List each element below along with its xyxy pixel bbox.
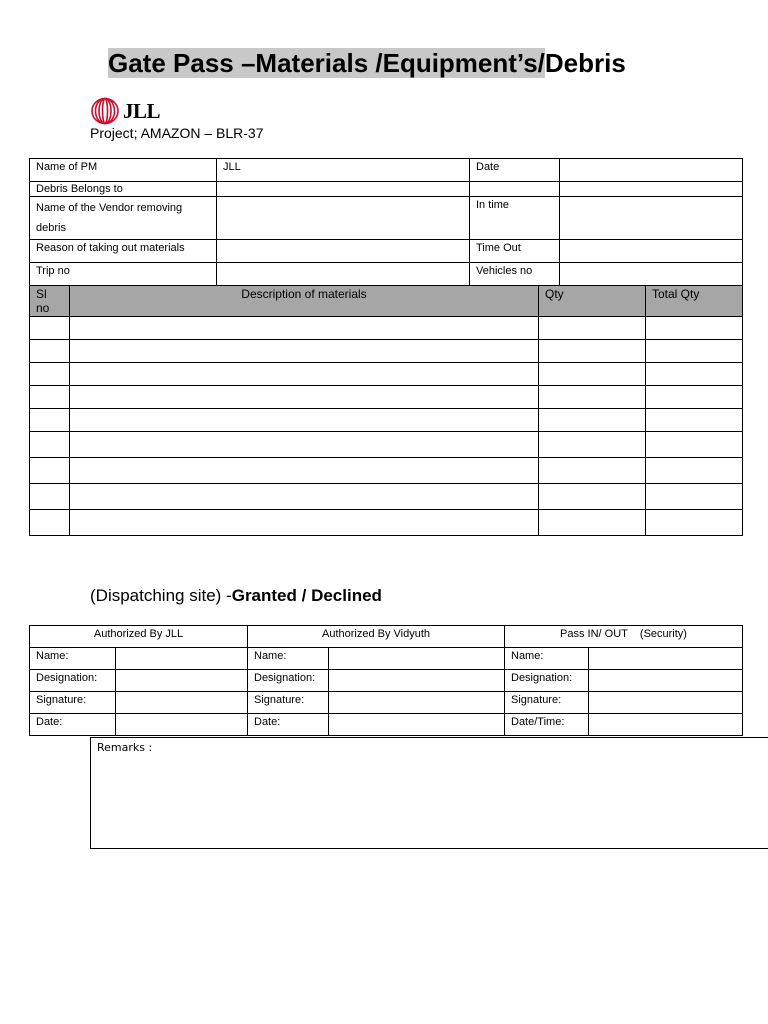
auth-field[interactable] — [329, 692, 505, 714]
total-qty-cell[interactable] — [646, 317, 743, 340]
sl-cell[interactable] — [30, 458, 70, 484]
info-value[interactable] — [560, 263, 743, 286]
description-cell[interactable] — [70, 432, 539, 458]
description-cell[interactable] — [70, 386, 539, 409]
total-qty-cell[interactable] — [646, 386, 743, 409]
project-label: Project; AMAZON – BLR-37 — [90, 125, 264, 141]
table-row — [30, 670, 743, 692]
auth-security-header: Pass IN/ OUT (Security) — [505, 626, 743, 648]
table-row — [30, 432, 743, 458]
description-cell[interactable] — [70, 317, 539, 340]
table-row — [30, 197, 743, 240]
sl-cell[interactable] — [30, 317, 70, 340]
info-label: Time Out — [470, 240, 560, 263]
table-row — [30, 363, 743, 386]
table-row — [30, 340, 743, 363]
info-value[interactable] — [560, 197, 743, 240]
jll-logo — [90, 97, 160, 125]
title-rest: Debris — [544, 48, 626, 78]
dispatch-prefix: (Dispatching site) - — [90, 586, 232, 605]
dispatch-decision: Granted / Declined — [231, 586, 382, 605]
info-label: Reason of taking out materials — [30, 240, 217, 263]
auth-field[interactable] — [116, 692, 248, 714]
sl-cell[interactable] — [30, 409, 70, 432]
info-label — [470, 182, 560, 197]
description-cell[interactable] — [70, 458, 539, 484]
sl-cell[interactable] — [30, 432, 70, 458]
total-qty-cell[interactable] — [646, 510, 743, 536]
auth-label: Designation: — [248, 670, 329, 692]
description-cell[interactable] — [70, 340, 539, 363]
description-cell[interactable] — [70, 510, 539, 536]
info-label: Vehicles no — [470, 263, 560, 286]
auth-field[interactable] — [329, 648, 505, 670]
auth-field[interactable] — [116, 670, 248, 692]
auth-field[interactable] — [329, 714, 505, 736]
auth-label: Name: — [30, 648, 116, 670]
sl-cell[interactable] — [30, 510, 70, 536]
qty-cell[interactable] — [539, 432, 646, 458]
auth-header-row — [30, 626, 743, 648]
total-qty-cell[interactable] — [646, 409, 743, 432]
total-qty-header: Total Qty — [646, 286, 743, 317]
qty-header: Qty — [539, 286, 646, 317]
table-row — [30, 386, 743, 409]
qty-cell[interactable] — [539, 458, 646, 484]
auth-label: Signature: — [248, 692, 329, 714]
table-row — [30, 714, 743, 736]
sl-cell[interactable] — [30, 363, 70, 386]
info-value[interactable] — [217, 240, 470, 263]
total-qty-cell[interactable] — [646, 484, 743, 510]
info-value[interactable] — [560, 240, 743, 263]
description-cell[interactable] — [70, 363, 539, 386]
auth-label: Signature: — [505, 692, 589, 714]
auth-label: Name: — [505, 648, 589, 670]
auth-label: Designation: — [505, 670, 589, 692]
auth-label: Date: — [30, 714, 116, 736]
info-label: Debris Belongs to — [30, 182, 217, 197]
auth-field[interactable] — [589, 648, 743, 670]
table-row — [30, 458, 743, 484]
auth-field[interactable] — [589, 670, 743, 692]
info-value[interactable] — [560, 182, 743, 197]
table-row — [30, 263, 743, 286]
description-header: Description of materials — [70, 286, 539, 317]
total-qty-cell[interactable] — [646, 432, 743, 458]
description-cell[interactable] — [70, 484, 539, 510]
auth-field[interactable] — [589, 692, 743, 714]
auth-label: Name: — [248, 648, 329, 670]
table-row — [30, 240, 743, 263]
remarks-box[interactable] — [90, 737, 768, 849]
table-row — [30, 692, 743, 714]
table-row — [30, 182, 743, 197]
qty-cell[interactable] — [539, 340, 646, 363]
table-row — [30, 409, 743, 432]
qty-cell[interactable] — [539, 363, 646, 386]
description-cell[interactable] — [70, 409, 539, 432]
logo-wordmark: JLL — [123, 99, 161, 123]
dispatch-status — [90, 586, 382, 606]
info-label: Name of the Vendor removing debris — [30, 197, 217, 240]
info-value[interactable] — [217, 197, 470, 240]
title-highlighted: Gate Pass –Materials /Equipment’s/ — [108, 48, 545, 78]
qty-cell[interactable] — [539, 386, 646, 409]
table-row — [30, 510, 743, 536]
sl-cell[interactable] — [30, 386, 70, 409]
remarks-label: Remarks : — [97, 741, 153, 754]
total-qty-cell[interactable] — [646, 458, 743, 484]
info-value[interactable] — [217, 182, 470, 197]
page-title — [108, 44, 626, 82]
info-label: In time — [470, 197, 560, 240]
auth-label: Signature: — [30, 692, 116, 714]
auth-label: Date/Time: — [505, 714, 589, 736]
auth-jll-header: Authorized By JLL — [30, 626, 248, 648]
table-row — [30, 159, 743, 182]
materials-header-row — [30, 286, 743, 317]
info-label: Name of PM — [30, 159, 217, 182]
sl-cell[interactable] — [30, 340, 70, 363]
jll-rings-logo-icon — [90, 97, 120, 125]
info-label: Trip no — [30, 263, 217, 286]
qty-cell[interactable] — [539, 409, 646, 432]
table-row — [30, 648, 743, 670]
info-label: Date — [470, 159, 560, 182]
total-qty-cell[interactable] — [646, 340, 743, 363]
info-value[interactable] — [217, 263, 470, 286]
auth-vidyuth-header: Authorized By Vidyuth — [248, 626, 505, 648]
total-qty-cell[interactable] — [646, 363, 743, 386]
info-table — [29, 158, 743, 286]
sl-no-header: Sl no — [30, 286, 70, 317]
auth-label: Date: — [248, 714, 329, 736]
auth-label: Designation: — [30, 670, 116, 692]
info-value[interactable]: JLL — [217, 159, 470, 182]
qty-cell[interactable] — [539, 317, 646, 340]
sl-cell[interactable] — [30, 484, 70, 510]
auth-field[interactable] — [116, 648, 248, 670]
auth-field[interactable] — [329, 670, 505, 692]
table-row — [30, 484, 743, 510]
info-value[interactable] — [560, 159, 743, 182]
qty-cell[interactable] — [539, 510, 646, 536]
auth-field[interactable] — [116, 714, 248, 736]
table-row — [30, 317, 743, 340]
auth-field[interactable] — [589, 714, 743, 736]
qty-cell[interactable] — [539, 484, 646, 510]
authorization-table — [29, 625, 743, 736]
materials-table — [29, 285, 743, 536]
